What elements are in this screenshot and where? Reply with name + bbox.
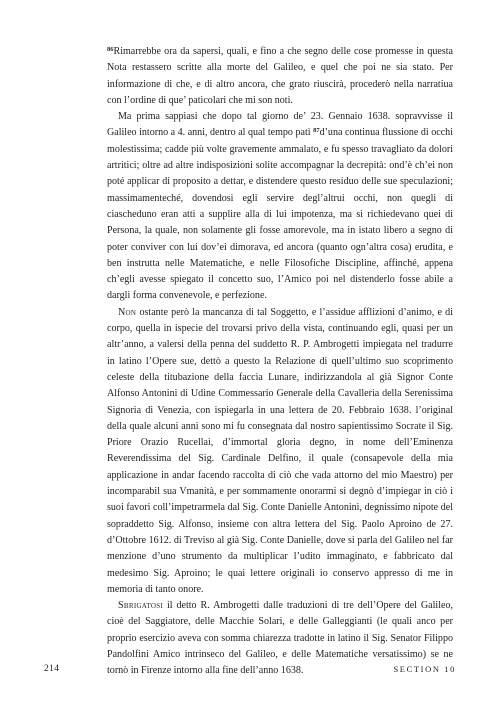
body-text — [107, 44, 453, 680]
small-caps-lead-word: Sbrigatosi — [118, 600, 164, 612]
paragraph-text: d’una continua flussione di occhi molestissima; cadde più volte gravemente ammalato, e fu spesso travagliato da dolori artritici; oltre ad altre indisposizioni solite accompagnar la decrepità: ond’è ch’ei non poté applicar di proposito a dettar, e distendere questo residuo delle sue speculazioni; massimamenteché, dovendosi egli servire degl’altrui occhi, non quegli di ciascheduno eran atti a supplire alla di lui impotenza, ma si richiedevano quei di Persona, la quale, non solamente gli fosse amorevole, ma in istato libero a segno di poter conviver con lui dov’ei dimorava, ed ancora (quanto ogn’altra cosa) erudita, e ben instrutta nelle Matematiche, e nelle Filosofiche Discipline, affinché, appena ch’egli avesse spiegato il concetto suo, l’Amico poi nel distenderlo fosse abile a dargli forma convenevole, e perfezione. — [107, 127, 453, 302]
small-caps-lead-word: Non — [118, 306, 137, 318]
paragraph-text: Rimarrebbe ora da sapersi, quali, e fino a che segno delle cose promesse in questa Nota restassero scritte alla morte del Galileo, e quel che poi ne sia stato. Per informazione di che, e di altro ancora, che grato riuscirà, procederò nella narratiua con l’ordine di que’ paticolari che mi son noti. — [107, 46, 453, 106]
paragraph-text: Ma prima sappiasi che dopo tal giorno de’ 23. Gennaio 1638. sopravvisse il Galileo intorno a 4. anni, dentro al qual tempo patì — [107, 111, 453, 139]
footnote-marker: 87 — [313, 127, 320, 135]
paragraph-text: ostante però la mancanza di tal Soggetto, e l’assidue afflizioni d’animo, e di corpo, quella in ispecie del trovarsi privo della vista, continuando egli, quasi per un altr’anno, a valersi della penna del suddetto R. P. Ambrogetti impiegata nel tradurre in latino l’Opere sue, dettò a questo la Relazione di quell’ultimo suo scoprimento celeste della titubazione della faccia Lunare, indirizzandola al già Signor Conte Alfonso Antonini di Udine Commessario Generale della Cavalleria della Serenissima Signoria di Venezia, con ispiegarla in una lettera de 20. Febbraio 1638. l’original della quale alcuni anni sono mi fu consegnata dal nostro sapientissimo Socrate il Sig. Priore Orazio Rucellai, d’immortal gloria degno, in nome dell’Eminenza Reverendissima del Sig. Cardinale Delfino, il quale (consapevole della mia applicazione in andar facendo raccolta di ciò che vada attorno del mio Maestro) per incomparabil sua Vmanità, e per sommamente onorarmi si degnò d’impiegar in ciò i suoi favori coll’impetrarmela dal Sig. Conte Danielle Antonini, degnissimo nipote del sopraddetto Sig. Alfonso, insieme con altra lettera del Sig. Paolo Aproino de 27. d’Ottobre 1612. di Treviso al già Sig. Conte Danielle, dove si parla del Galileo nel far menzione d’uno strumento da multiplicar l’udito immaginato, e fabbricato dal medesimo Sig. Aproino; le quai lettere originali io conservo appresso di me in memoria di tanto onore. — [107, 306, 453, 595]
paragraph-text: il detto R. Ambrogetti dalle traduzioni di tre dell’Opere del Galileo, cioè del Saggiatore, delle Macchie Solari, e delle Galleggianti (le quali anco per proprio esercizio aveva con somma chiarezza tradotte in latino il Sig. Senator Filippo Pandolfini Amico intrinseco del Galileo, e delle Matematiche versatissimo) se ne tornò in Firenze intorno alla fine dell’anno 1638. — [107, 600, 453, 677]
paragraph — [107, 305, 453, 598]
paragraph — [107, 44, 453, 109]
running-footer-title: SECTION 10 — [393, 664, 456, 674]
paragraph — [107, 109, 453, 305]
page-number: 214 — [44, 664, 60, 674]
footnote-marker: 86 — [107, 46, 114, 53]
